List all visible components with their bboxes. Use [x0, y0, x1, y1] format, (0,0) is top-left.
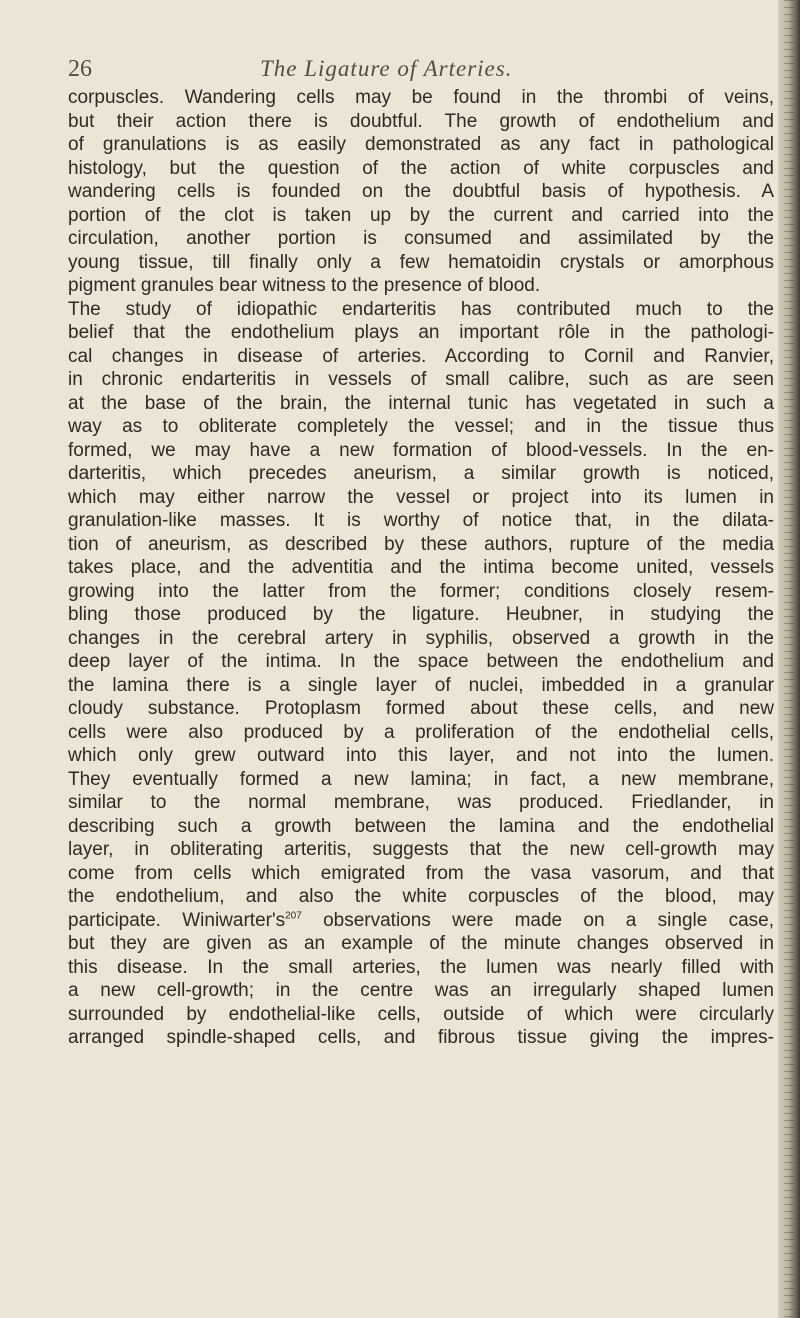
text-line: in chronic endarteritis in vessels of small calibre, such as are seen: [68, 369, 774, 390]
text-line: come from cells which emigrated from the vasa vasorum, and that: [68, 862, 774, 884]
text-line: the lamina there is a single layer of nuclei, imbedded in a granular: [68, 674, 774, 696]
citation-superscript: 207: [285, 910, 302, 922]
running-title: The Ligature of Arteries.: [260, 56, 513, 81]
text-line: bling those produced by the ligature. Heubner, in studying the: [68, 604, 774, 625]
text-line: at the base of the brain, the internal tunic has vegetated in such a: [68, 392, 774, 414]
text-line: deep layer of the intima. In the space between the endothelium and: [68, 651, 774, 672]
page-header: [68, 56, 774, 90]
page-edge-shadow: [778, 0, 800, 1318]
text-line: wandering cells is founded on the doubtful basis of hypothesis. A: [68, 181, 774, 202]
text-line: cloudy substance. Protoplasm formed about these cells, and new: [68, 698, 774, 719]
text-line: way as to obliterate completely the vessel; and in the tissue thus: [68, 416, 774, 437]
text-line: but their action there is doubtful. The growth of endothelium and: [68, 110, 774, 132]
text-line: young tissue, till finally only a few hematoidin crystals or amorphous: [68, 251, 774, 273]
text-line: but they are given as an example of the minute changes observed in: [68, 933, 774, 954]
text-line: which may either narrow the vessel or project into its lumen in: [68, 486, 774, 508]
page-number: 26: [68, 56, 92, 82]
body-text: [68, 86, 774, 1050]
text-line: this disease. In the small arteries, the lumen was nearly filled with: [68, 956, 774, 978]
text-line: cal changes in disease of arteries. According to Cornil and Ranvier,: [68, 345, 774, 367]
text-line: a new cell-growth; in the centre was an irregularly shaped lumen: [68, 980, 774, 1001]
text-line-after-citation: observations were made on a single case,: [323, 909, 775, 931]
text-line: granulation-like masses. It is worthy of notice that, in the dilata-: [68, 510, 774, 531]
text-line: growing into the latter from the former; conditions closely resem-: [68, 580, 774, 602]
text-line: They eventually formed a new lamina; in fact, a new membrane,: [68, 768, 774, 790]
text-line: portion of the clot is taken up by the current and carried into the: [68, 204, 774, 226]
text-line: surrounded by endothelial-like cells, outside of which were circularly: [68, 1003, 774, 1025]
page-edge-texture: [784, 0, 794, 1318]
text-line: corpuscles. Wandering cells may be found in the thrombi of veins,: [68, 87, 774, 108]
text-line: formed, we may have a new formation of blood-vessels. In the en-: [68, 439, 774, 461]
text-line: circulation, another portion is consumed and assimilated by the: [68, 228, 774, 249]
text-line: cells were also produced by a proliferation of the endothelial cells,: [68, 721, 774, 743]
text-line: which only grew outward into this layer, and not into the lumen.: [68, 745, 774, 766]
text-line: histology, but the question of the action of white corpuscles and: [68, 157, 774, 179]
text-line: of granulations is as easily demonstrated as any fact in pathological: [68, 134, 774, 155]
text-line: describing such a growth between the lamina and the endothelial: [68, 815, 774, 837]
text-line-before-citation: participate. Winiwarter's: [68, 909, 286, 931]
text-line: The study of idiopathic endarteritis has contributed much to the: [68, 298, 774, 320]
text-line: arranged spindle-shaped cells, and fibrous tissue giving the impres-: [68, 1027, 774, 1048]
text-line: similar to the normal membrane, was produced. Friedlander, in: [68, 792, 774, 813]
text-line: layer, in obliterating arteritis, suggests that the new cell-growth may: [68, 839, 774, 860]
text-line: pigment granules bear witness to the presence of blood.: [68, 275, 541, 296]
text-line: the endothelium, and also the white corpuscles of the blood, may: [68, 886, 774, 907]
text-line: darteritis, which precedes aneurism, a similar growth is noticed,: [68, 463, 774, 484]
text-line: takes place, and the adventitia and the intima become united, vessels: [68, 557, 774, 578]
text-line: belief that the endothelium plays an important rôle in the pathologi-: [68, 322, 774, 343]
text-line: tion of aneurism, as described by these authors, rupture of the media: [68, 533, 774, 555]
text-line: changes in the cerebral artery in syphilis, observed a growth in the: [68, 627, 774, 649]
text-line-with-citation: [68, 909, 774, 933]
